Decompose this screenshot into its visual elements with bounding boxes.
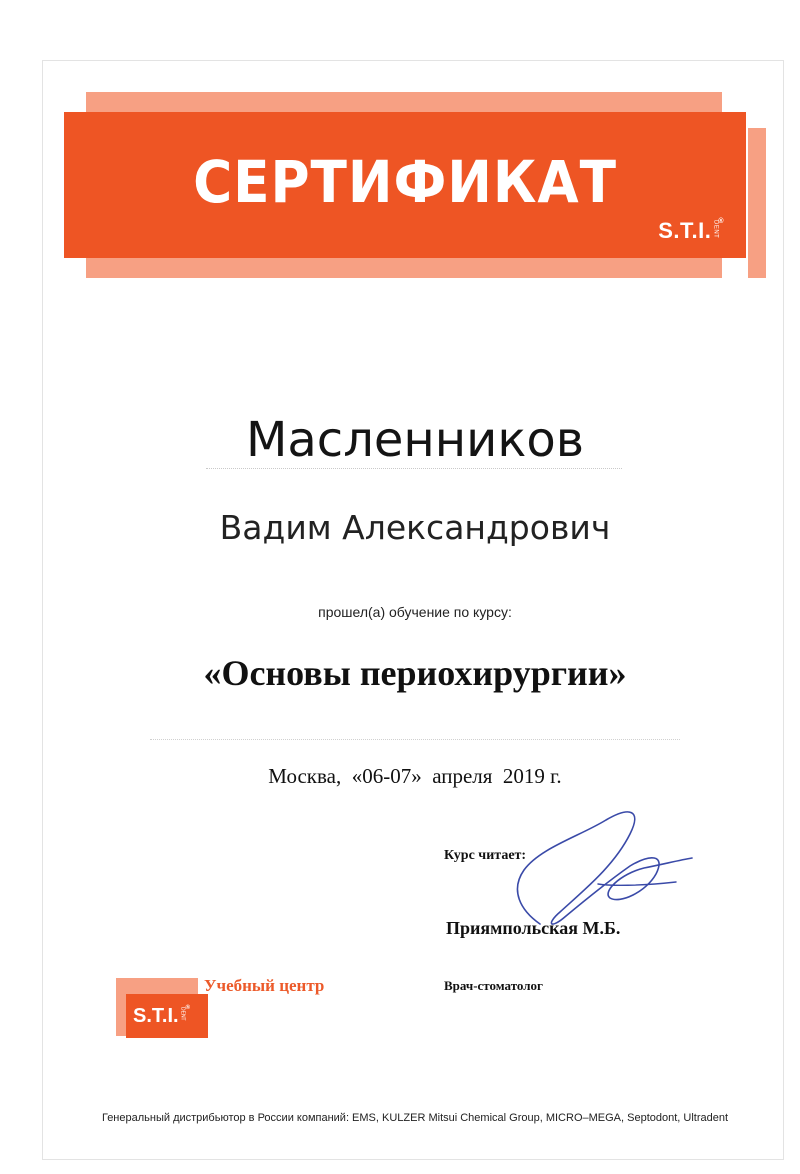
divider xyxy=(206,468,622,469)
lecturer-name: Приямпольская М.Б. xyxy=(446,918,621,938)
course-title: «Основы периохирургии» xyxy=(203,653,627,693)
logo-text: S.T.I. xyxy=(658,218,712,243)
lecturer-label: Курс читает: xyxy=(444,848,527,863)
training-center-label: Учебный центр xyxy=(204,976,325,995)
course-intro: прошел(а) обучение по курсу: xyxy=(318,604,512,620)
registered-mark: ® xyxy=(185,1005,190,1011)
divider xyxy=(150,739,680,740)
logo-text: S.T.I. xyxy=(133,1005,179,1027)
sti-dent-logo xyxy=(658,218,724,244)
banner-shadow-right xyxy=(748,128,766,278)
certificate-title: СЕРТИФИКАТ xyxy=(193,148,617,216)
recipient-surname: Масленников xyxy=(245,412,585,468)
certificate-banner xyxy=(64,112,746,258)
logo-sub: DENT xyxy=(712,220,719,239)
training-center-logo-text xyxy=(133,1005,190,1028)
logo-sub: DENT xyxy=(179,1007,186,1021)
footer-distributors: Генеральный дистрибьютор в России компаний: EMS, KULZER Mitsui Chemical Group, MICRO–MEGA, Septodont, Ultradent xyxy=(101,1112,729,1124)
registered-mark: ® xyxy=(718,218,724,225)
lecturer-role: Врач-стоматолог xyxy=(444,978,543,993)
recipient-given-names: Вадим Александрович xyxy=(219,508,611,547)
place-and-date: Москва, «06-07» апреля 2019 г. xyxy=(268,764,562,788)
